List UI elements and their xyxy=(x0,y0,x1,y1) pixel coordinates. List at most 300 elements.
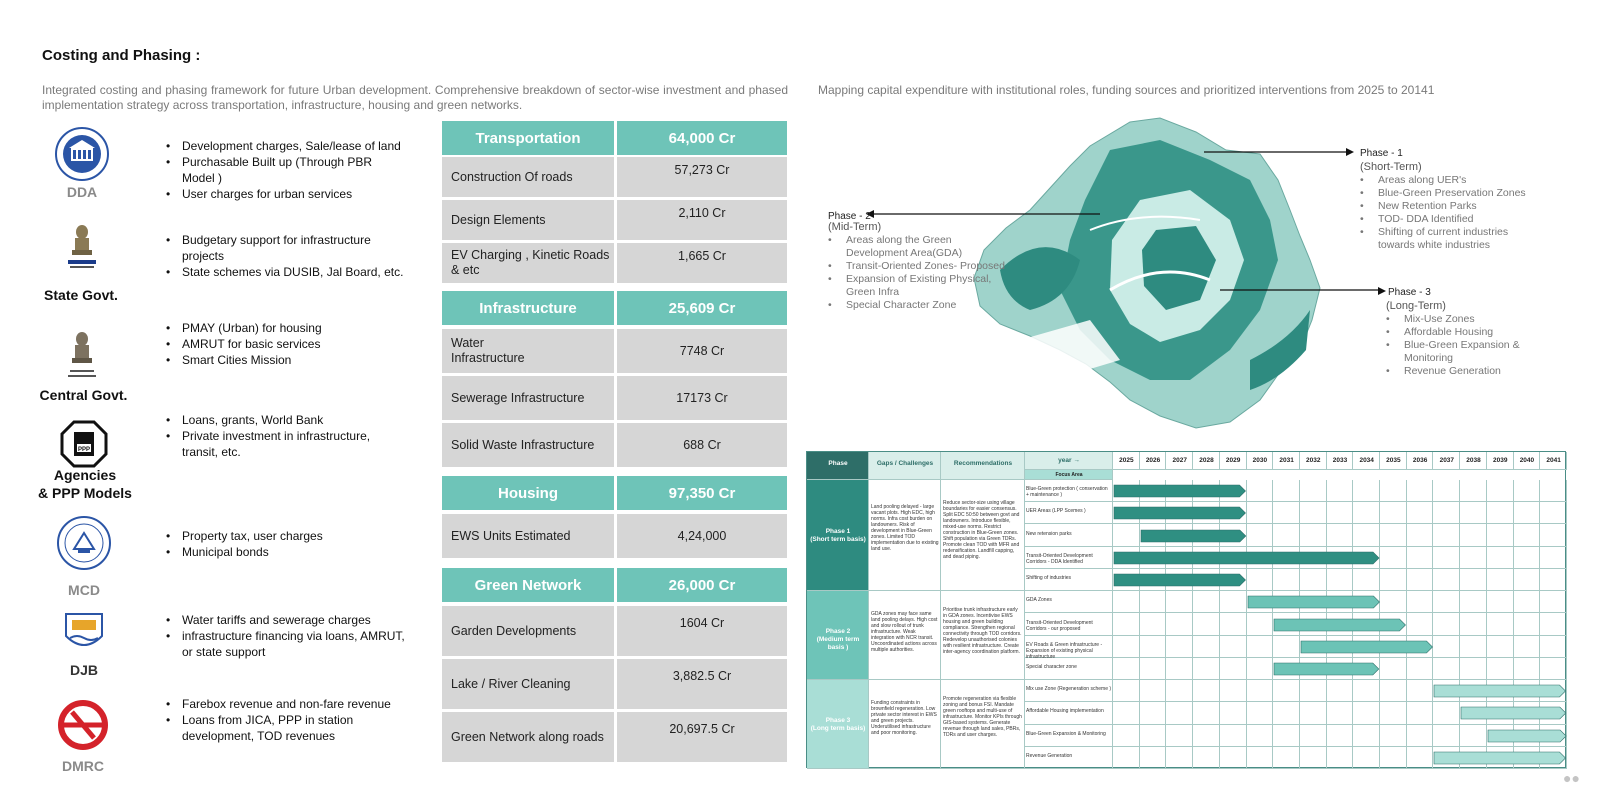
cost-item: Garden Developments xyxy=(442,606,614,656)
gantt-grid-cell xyxy=(1353,702,1380,724)
page-title: Costing and Phasing : xyxy=(42,47,201,64)
gantt-task-name: Transit-Oriented Development Corridors - DDA Identified xyxy=(1026,552,1093,565)
gantt-task-name: EV Roads & Green infrastructure -Expansion of existing physical infrastructure xyxy=(1026,641,1103,660)
djb-logo xyxy=(60,608,108,658)
list-item: • Municipal bonds xyxy=(166,544,406,560)
gantt-grid-cell xyxy=(1514,480,1541,502)
gantt-year-label: 2027 xyxy=(1172,457,1187,464)
gantt-grid-cell xyxy=(1407,702,1434,724)
gantt-grid-cell xyxy=(1327,480,1354,502)
gantt-grid-cell xyxy=(1407,569,1434,591)
table-row xyxy=(442,659,787,709)
list-item: • Water tariffs and sewerage charges xyxy=(166,612,406,628)
gantt-grid-cell xyxy=(1353,569,1380,591)
cost-value: 688 Cr xyxy=(617,423,787,467)
gantt-grid-cell xyxy=(1193,636,1220,658)
list-item: • Revenue Generation xyxy=(1386,365,1536,378)
phase3-list xyxy=(1386,313,1536,378)
gantt-grid-cell xyxy=(1113,658,1140,680)
table-row xyxy=(442,712,787,762)
inst-name-state-govt: State Govt. xyxy=(44,287,118,303)
gantt-year-label: 2031 xyxy=(1279,457,1294,464)
gantt-grid-cell xyxy=(1487,591,1514,613)
gantt-grid-cell xyxy=(1273,502,1300,524)
gantt-phase-label: Phase 1 (Short term basis) xyxy=(810,527,866,543)
cost-value: 1604 Cr xyxy=(617,606,787,656)
gantt-grid-cell xyxy=(1380,502,1407,524)
gantt-grid-cell xyxy=(1407,502,1434,524)
gantt-year-label: 2032 xyxy=(1306,457,1321,464)
gantt-grid-cell xyxy=(1433,702,1460,724)
gantt-task-name: Transit-Oriented Development Corridors - our proposed xyxy=(1026,619,1093,632)
gantt-grid-cell xyxy=(1247,524,1274,546)
list-item: • Affordable Housing xyxy=(1386,326,1536,339)
gantt-grid-cell xyxy=(1166,702,1193,724)
gantt-year-label: 2026 xyxy=(1145,457,1161,464)
gantt-year-label: 2033 xyxy=(1332,457,1348,464)
gantt-grid-cell xyxy=(1353,524,1380,546)
gantt-bar xyxy=(1434,751,1566,765)
list-item: • AMRUT for basic services xyxy=(166,336,406,352)
cost-item: EV Charging , Kinetic Roads & etc xyxy=(442,243,614,283)
gantt-recs-text: Prioritise trunk infrastructure early in GDA zones. Incentivise EWS housing and green building compliance. Strengthen regional connectivity through TOD corridors. Redevelop unauthorised colonies with resilient infrastructure. Create inter-agency coordination platform. xyxy=(943,607,1022,656)
gantt-grid-cell xyxy=(1113,591,1140,613)
inst-name-central-govt: Central Govt. xyxy=(39,387,128,403)
gantt-task-name: Revenue Generation xyxy=(1026,752,1073,759)
gantt-grid-cell xyxy=(1433,591,1460,613)
gantt-grid-cell xyxy=(1540,524,1567,546)
gantt-year-label: 2034 xyxy=(1359,457,1374,464)
table-row xyxy=(442,514,787,558)
list-item: • Loans, grants, World Bank xyxy=(166,412,406,428)
gantt-grid-cell xyxy=(1247,569,1274,591)
gantt-recs-text: Reduce sector-size using village boundaries for easier consensus. Split EDC 50:50 between govt and landowners. Introduce flexible, mixed-use norms. Restrict construction in Blue-Green zones. Shift population via Green TDRs. Promote clean TOD with MFR and redensification. Landfill capping, and dead piping. xyxy=(943,500,1020,560)
ppp-bullets xyxy=(166,412,406,460)
gantt-grid-cell xyxy=(1113,613,1140,635)
gantt-grid-cell xyxy=(1140,658,1167,680)
gantt-grid-cell xyxy=(1540,636,1567,658)
gantt-grid-cell xyxy=(1380,591,1407,613)
inst-name-dda: DDA xyxy=(66,184,98,200)
gantt-year-label: 2039 xyxy=(1492,457,1508,464)
gantt-grid-cell xyxy=(1300,747,1327,769)
gantt-gaps-text: Land pooling delayed - large vacant plots. High EDC, high norms. Infra cost burden on landowners. Risk of development in Blue-Green zones. Limited TOD implementation due to existing land use. xyxy=(871,504,939,553)
gantt-grid-cell xyxy=(1300,502,1327,524)
gantt-grid-cell xyxy=(1460,524,1487,546)
table-row xyxy=(442,243,787,283)
list-item: • Transit-Oriented Zones- Proposed xyxy=(828,260,1008,273)
phase2-sub: (Mid-Term) xyxy=(828,221,882,233)
gantt-grid-cell xyxy=(1220,658,1247,680)
gantt-grid-cell xyxy=(1460,591,1487,613)
gantt-header-recs-label: Recommendations xyxy=(953,460,1013,467)
gantt-task-name: Mix use Zone (Regeneration scheme ) xyxy=(1026,686,1112,693)
gantt-bar xyxy=(1114,484,1246,498)
phase1-list xyxy=(1360,174,1530,252)
section-title: Transportation xyxy=(442,121,614,155)
section-total: 25,609 Cr xyxy=(617,291,787,325)
list-item: • Property tax, user charges xyxy=(166,528,406,544)
list-item: • Areas along UER's xyxy=(1360,174,1530,187)
gantt-grid-cell xyxy=(1273,524,1300,546)
gantt-grid-cell xyxy=(1514,613,1541,635)
phase2-label: Phase - 2 xyxy=(828,211,871,222)
gantt-grid-cell xyxy=(1273,636,1300,658)
gantt-grid-cell xyxy=(1433,524,1460,546)
cost-section-transportation xyxy=(442,121,787,155)
gantt-task-name: Shifting of industries xyxy=(1026,575,1072,582)
gantt-grid-cell xyxy=(1273,569,1300,591)
gantt-task-name: UER Areas (LPP Scemes ) xyxy=(1026,508,1086,515)
gantt-grid-cell xyxy=(1247,613,1274,635)
inst-name-dmrc: DMRC xyxy=(62,758,104,774)
gantt-grid-cell xyxy=(1407,524,1434,546)
gantt-grid-cell xyxy=(1300,725,1327,747)
gantt-grid-cell xyxy=(1327,524,1354,546)
gantt-grid-cell xyxy=(1433,658,1460,680)
gantt-grid-cell xyxy=(1407,613,1434,635)
table-row xyxy=(442,376,787,420)
gantt-year-label: 2038 xyxy=(1466,457,1481,464)
gantt-grid-cell xyxy=(1460,569,1487,591)
gantt-year-label: 2040 xyxy=(1519,457,1535,464)
dmrc-logo xyxy=(54,700,112,750)
gantt-year-label: 2037 xyxy=(1439,457,1455,464)
gantt-grid-cell xyxy=(1113,524,1140,546)
gantt-grid-cell xyxy=(1273,480,1300,502)
gantt-bar xyxy=(1434,684,1566,698)
gantt-gaps-text: Funding constraints in brownfield regeneration. Low private sector interest in EWS and green projects. Underutilised infrastructure and poor monitoring. xyxy=(871,699,937,736)
gantt-grid-cell xyxy=(1407,591,1434,613)
gantt-grid-cell xyxy=(1193,725,1220,747)
people-icon: ●● xyxy=(1563,770,1580,786)
gantt-grid-cell xyxy=(1140,636,1167,658)
gantt-grid-cell xyxy=(1140,702,1167,724)
djb-bullets xyxy=(166,612,406,660)
list-item: • Blue-Green Expansion & Monitoring xyxy=(1386,339,1536,365)
gantt-task-name: Affordable Housing implementation xyxy=(1026,708,1104,715)
gantt-grid-cell xyxy=(1380,547,1407,569)
gantt-grid-cell xyxy=(1193,680,1220,702)
ppp-icon xyxy=(60,420,108,468)
gantt-grid-cell xyxy=(1247,502,1274,524)
list-item: • Areas along the Green Development Area(GDA) xyxy=(828,234,1008,260)
gantt-grid-cell xyxy=(1166,658,1193,680)
state-govt-emblem xyxy=(58,222,106,276)
cost-section-housing xyxy=(442,476,787,510)
list-item: • PMAY (Urban) for housing xyxy=(166,320,406,336)
list-item: • Budgetary support for infrastructure projects xyxy=(166,232,406,264)
gantt-grid-cell xyxy=(1514,636,1541,658)
gantt-grid-cell xyxy=(1487,502,1514,524)
gantt-grid-cell xyxy=(1247,636,1274,658)
gantt-grid-cell xyxy=(1353,480,1380,502)
table-row xyxy=(442,606,787,656)
gantt-header-year-label: year → xyxy=(1058,457,1080,464)
dmrc-bullets xyxy=(166,696,406,744)
section-title: Green Network xyxy=(442,568,614,602)
gantt-grid-cell xyxy=(1433,547,1460,569)
gantt-grid-cell xyxy=(1407,658,1434,680)
gantt-grid-cell xyxy=(1140,591,1167,613)
gantt-grid-cell xyxy=(1407,680,1434,702)
gantt-grid-cell xyxy=(1353,680,1380,702)
gantt-year-label: 2025 xyxy=(1119,457,1134,464)
table-row xyxy=(442,423,787,467)
gantt-grid-cell xyxy=(1540,547,1567,569)
section-total: 64,000 Cr xyxy=(617,121,787,155)
gantt-phase-label: Phase 3 (Long term basis) xyxy=(810,716,866,732)
gantt-grid-cell xyxy=(1487,613,1514,635)
gantt-grid-cell xyxy=(1460,547,1487,569)
phasing-gantt-chart xyxy=(806,451,1566,768)
list-item: • Farebox revenue and non-fare revenue xyxy=(166,696,406,712)
cost-section-infrastructure xyxy=(442,291,787,325)
gantt-grid-cell xyxy=(1166,613,1193,635)
section-total: 97,350 Cr xyxy=(617,476,787,510)
gantt-grid-cell xyxy=(1487,480,1514,502)
gantt-grid-cell xyxy=(1220,636,1247,658)
gantt-grid-cell xyxy=(1300,702,1327,724)
phase2-list xyxy=(828,234,1008,312)
gantt-grid-cell xyxy=(1327,502,1354,524)
list-item: • User charges for urban services xyxy=(166,186,406,202)
gantt-grid-cell xyxy=(1247,658,1274,680)
gantt-grid-cell xyxy=(1327,569,1354,591)
gantt-task-name: New retension parks xyxy=(1026,530,1072,537)
gantt-grid-cell xyxy=(1353,502,1380,524)
central-govt-emblem xyxy=(60,330,104,380)
gantt-grid-cell xyxy=(1460,658,1487,680)
gantt-grid-cell xyxy=(1407,725,1434,747)
gantt-grid-cell xyxy=(1193,591,1220,613)
gantt-bar xyxy=(1461,706,1566,720)
gantt-gaps-text: GDA zones may face same land pooling delays. High cost and slow rollout of trunk infrastructure. Weak integration with NCR transit. Uncoordinated actions across multiple authorities. xyxy=(871,610,938,653)
gantt-grid-cell xyxy=(1300,480,1327,502)
gantt-grid-cell xyxy=(1300,524,1327,546)
gantt-grid-cell xyxy=(1166,636,1193,658)
gantt-grid-cell xyxy=(1433,636,1460,658)
gantt-header-focus-label: Focus Area xyxy=(1055,472,1083,478)
gantt-grid-cell xyxy=(1460,613,1487,635)
cost-item: Solid Waste Infrastructure xyxy=(442,423,614,467)
cost-item: Design Elements xyxy=(442,200,614,240)
gantt-grid-cell xyxy=(1273,702,1300,724)
cost-item: Construction Of roads xyxy=(442,157,614,197)
gantt-grid-cell xyxy=(1353,725,1380,747)
mcd-bullets xyxy=(166,528,406,560)
gantt-grid-cell xyxy=(1460,636,1487,658)
gantt-grid-cell xyxy=(1166,680,1193,702)
gantt-grid-cell xyxy=(1193,658,1220,680)
gantt-grid-cell xyxy=(1514,547,1541,569)
gantt-grid-cell xyxy=(1514,569,1541,591)
gantt-grid-cell xyxy=(1113,725,1140,747)
svg-text:PPP: PPP xyxy=(77,447,91,453)
gantt-grid-cell xyxy=(1220,680,1247,702)
section-title: Housing xyxy=(442,476,614,510)
cost-value: 57,273 Cr xyxy=(617,157,787,197)
gantt-year-label: 2029 xyxy=(1225,457,1241,464)
gantt-grid-cell xyxy=(1540,658,1567,680)
inst-name-ppp: Agencies & PPP Models xyxy=(38,467,132,501)
list-item: • Private investment in infrastructure, transit, etc. xyxy=(166,428,406,460)
cost-value: 3,882.5 Cr xyxy=(617,659,787,709)
gantt-grid-cell xyxy=(1166,725,1193,747)
gantt-grid-cell xyxy=(1487,524,1514,546)
table-row xyxy=(442,200,787,240)
gantt-grid-cell xyxy=(1300,680,1327,702)
gantt-grid-cell xyxy=(1514,502,1541,524)
gantt-grid-cell xyxy=(1380,702,1407,724)
gantt-grid-cell xyxy=(1140,725,1167,747)
cost-section-green-network xyxy=(442,568,787,602)
gantt-grid-cell xyxy=(1540,502,1567,524)
gantt-grid-cell xyxy=(1380,680,1407,702)
state-govt-bullets xyxy=(166,232,406,280)
cost-value: 17173 Cr xyxy=(617,376,787,420)
gantt-grid-cell xyxy=(1247,680,1274,702)
arrow-head-icon xyxy=(1370,286,1390,296)
gantt-grid-cell xyxy=(1113,747,1140,769)
gantt-grid-cell xyxy=(1540,613,1567,635)
gantt-year-label: 2030 xyxy=(1252,457,1268,464)
gantt-bar xyxy=(1114,573,1246,587)
intro-paragraph: Integrated costing and phasing framework for future Urban development. Comprehensive breakdown of sector-wise investment and phased implementation strategy across transportation, infrastructure, housing and green networks. xyxy=(42,83,788,112)
gantt-grid-cell xyxy=(1220,702,1247,724)
phase1-label: Phase - 1 xyxy=(1360,148,1403,159)
list-item: • Mix-Use Zones xyxy=(1386,313,1536,326)
gantt-bar xyxy=(1274,618,1406,632)
gantt-grid-cell xyxy=(1300,569,1327,591)
gantt-grid-cell xyxy=(1407,480,1434,502)
gantt-grid-cell xyxy=(1540,569,1567,591)
gantt-grid-cell xyxy=(1166,591,1193,613)
gantt-header-phase-label: Phase xyxy=(828,460,848,467)
gantt-grid-cell xyxy=(1247,747,1274,769)
gantt-grid-cell xyxy=(1487,658,1514,680)
list-item: • State schemes via DUSIB, Jal Board, etc. xyxy=(166,264,406,280)
cost-item: Lake / River Cleaning xyxy=(442,659,614,709)
dda-bullets xyxy=(166,138,406,202)
gantt-grid-cell xyxy=(1487,636,1514,658)
list-item: • infrastructure financing via loans, AMRUT, or state support xyxy=(166,628,406,660)
gantt-header-gaps-label: Gaps / Challenges xyxy=(876,460,934,467)
gantt-task-name: GDA Zones xyxy=(1026,597,1052,604)
gantt-grid-cell xyxy=(1247,480,1274,502)
gantt-grid-cell xyxy=(1407,547,1434,569)
gantt-grid-cell xyxy=(1273,725,1300,747)
gantt-bar xyxy=(1488,729,1566,743)
gantt-grid-cell xyxy=(1380,747,1407,769)
gantt-year-label: 2041 xyxy=(1546,457,1561,464)
cost-item: Sewerage Infrastructure xyxy=(442,376,614,420)
phase3-sub: (Long-Term) xyxy=(1386,300,1446,312)
cost-value: 20,697.5 Cr xyxy=(617,712,787,762)
cost-item: Water Infrastructure xyxy=(442,329,614,373)
gantt-grid-cell xyxy=(1487,547,1514,569)
list-item: • TOD- DDA Identified xyxy=(1360,213,1530,226)
gantt-grid-cell xyxy=(1113,680,1140,702)
gantt-grid-cell xyxy=(1327,702,1354,724)
gantt-grid-cell xyxy=(1273,747,1300,769)
gantt-grid-cell xyxy=(1327,747,1354,769)
gantt-grid-cell xyxy=(1113,636,1140,658)
cost-item: Green Network along roads xyxy=(442,712,614,762)
gantt-grid-cell xyxy=(1193,747,1220,769)
gantt-grid-cell xyxy=(1220,747,1247,769)
gantt-grid-cell xyxy=(1193,702,1220,724)
cost-item: EWS Units Estimated xyxy=(442,514,614,558)
table-row xyxy=(442,157,787,197)
gantt-grid-cell xyxy=(1140,680,1167,702)
gantt-grid-cell xyxy=(1140,747,1167,769)
cost-value: 2,110 Cr xyxy=(617,200,787,240)
cost-value: 1,665 Cr xyxy=(617,243,787,283)
mcd-logo xyxy=(56,515,112,571)
gantt-bar xyxy=(1114,551,1379,565)
gantt-grid-cell xyxy=(1407,747,1434,769)
gantt-grid-cell xyxy=(1166,747,1193,769)
gantt-grid-cell xyxy=(1380,569,1407,591)
gantt-grid-cell xyxy=(1273,680,1300,702)
inst-name-djb: DJB xyxy=(69,662,98,678)
gantt-grid-cell xyxy=(1247,725,1274,747)
gantt-grid-cell xyxy=(1433,480,1460,502)
gantt-recs-text: Promote regeneration via flexible zoning and bonus FSI. Mandate green rooftops and multi-use of infrastructure. Monitor KPIs through GIS-based systems. Generate revenue through land sales, PBRs, TDRs and user charges. xyxy=(943,696,1022,739)
gantt-grid-cell xyxy=(1140,613,1167,635)
section-title: Infrastructure xyxy=(442,291,614,325)
list-item: • New Retention Parks xyxy=(1360,200,1530,213)
gantt-grid-cell xyxy=(1433,569,1460,591)
gantt-grid-cell xyxy=(1433,725,1460,747)
dda-logo xyxy=(54,126,110,182)
gantt-grid-cell xyxy=(1380,658,1407,680)
gantt-year-label: 2028 xyxy=(1199,457,1214,464)
gantt-grid-cell xyxy=(1514,524,1541,546)
gantt-bar xyxy=(1114,506,1246,520)
gantt-bar xyxy=(1301,640,1433,654)
gantt-grid-cell xyxy=(1514,658,1541,680)
phase1-sub: (Short-Term) xyxy=(1360,161,1422,173)
central-govt-bullets xyxy=(166,320,406,368)
gantt-grid-cell xyxy=(1220,725,1247,747)
gantt-phase-label: Phase 2 (Medium term basis ) xyxy=(816,627,860,651)
list-item: • Purchasable Built up (Through PBR Model ) xyxy=(166,154,406,186)
gantt-grid-cell xyxy=(1380,480,1407,502)
gantt-grid-cell xyxy=(1327,725,1354,747)
list-item: • Loans from JICA, PPP in station development, TOD revenues xyxy=(166,712,406,744)
gantt-grid-cell xyxy=(1487,569,1514,591)
gantt-task-name: Special character zone xyxy=(1026,663,1077,670)
gantt-grid-cell xyxy=(1380,725,1407,747)
gantt-grid-cell xyxy=(1353,747,1380,769)
gantt-grid-cell xyxy=(1433,613,1460,635)
map-caption: Mapping capital expenditure with institutional roles, funding sources and prioritized interventions from 2025 to 20141 xyxy=(818,83,1435,97)
gantt-grid-cell xyxy=(1247,702,1274,724)
gantt-grid-cell xyxy=(1220,613,1247,635)
gantt-year-label: 2035 xyxy=(1386,457,1401,464)
gantt-grid-cell xyxy=(1327,680,1354,702)
gantt-grid-cell xyxy=(1193,613,1220,635)
gantt-grid-cell xyxy=(1514,591,1541,613)
list-item: • Expansion of Existing Physical, Green Infra xyxy=(828,273,1008,299)
gantt-task-name: Blue-Green Expansion & Monitoring xyxy=(1026,730,1106,737)
gantt-grid-cell xyxy=(1380,524,1407,546)
gantt-bar xyxy=(1141,529,1246,543)
gantt-grid-cell xyxy=(1540,480,1567,502)
cost-value: 7748 Cr xyxy=(617,329,787,373)
